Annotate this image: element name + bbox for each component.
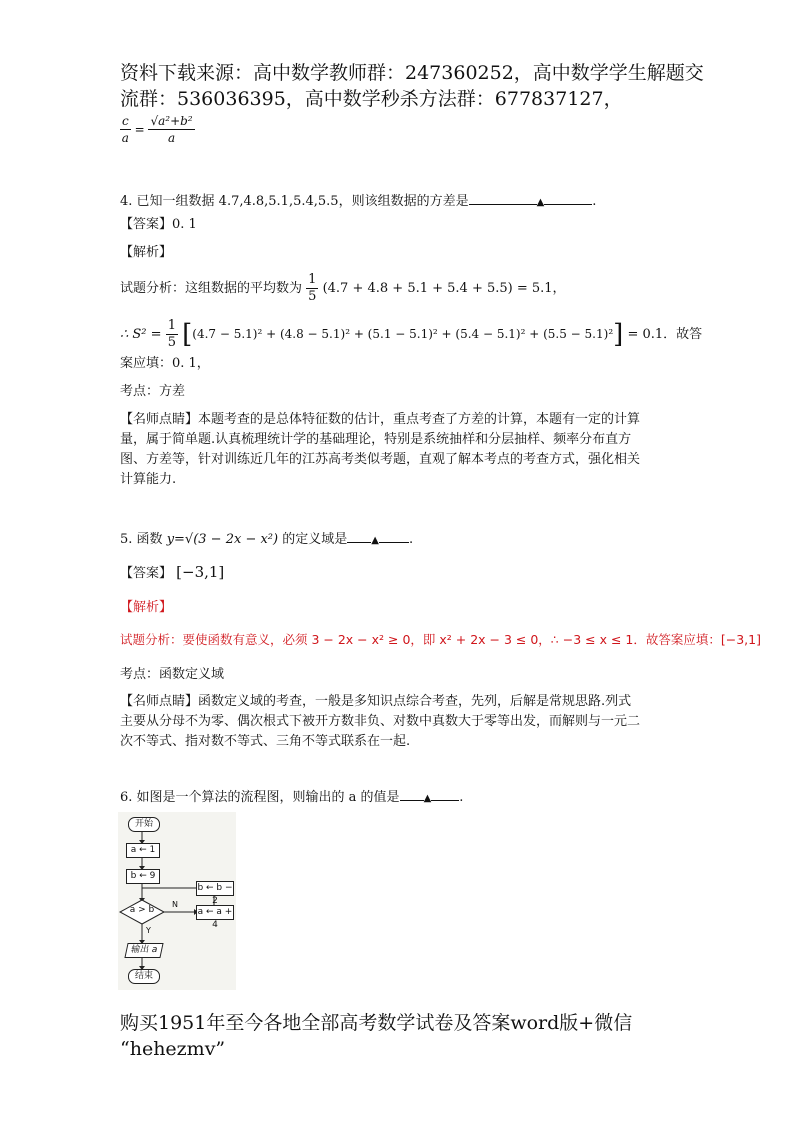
footer-line-2: “hehezmv”: [120, 1038, 226, 1060]
q4-fill: 案应填：0. 1，: [120, 356, 210, 371]
flow-output: 输出 a: [124, 943, 163, 958]
frac-root-over-a: $\frac{\text{√a²+b²}}{a}$: [150, 114, 193, 145]
q5-comment: 【名师点睛】函数定义域的考查，一般是多知识点综合考查，先列，后解是常规思路.列式 主要从分母不为零、偶次根式下被开方数非负、对数中真数大于零等出发，而解则与一元二 次不等式、指对数不等式、三角不等式联系在一起.: [120, 694, 641, 749]
flow-init-b: b ← 9: [126, 869, 160, 884]
flow-end: 结束: [128, 969, 160, 984]
footer-line-1: 购买1951年至今各地全部高考数学试卷及答案word版+微信: [120, 1012, 633, 1034]
answer-blank: [347, 528, 371, 543]
q4-question: 4. 已知一组数据 4.7,4.8,5.1,5.4,5.5，则该组数据的方差是 ▲ .: [120, 190, 780, 213]
q4-mean-line: 试题分析：这组数据的平均数为 $\frac{1}{5}$ (4.7 + 4.8 + 5.1 + 5.4 + 5.5) = 5.1，: [120, 272, 566, 304]
q5-answer: 【答案】 [−3,1]: [120, 563, 225, 581]
answer-blank: [469, 190, 537, 205]
answer-blank: [544, 190, 592, 205]
blank-triangle-icon: ▲: [423, 793, 432, 804]
flow-update-a: a ← a + 4: [197, 907, 233, 930]
flow-start: 开始: [128, 817, 160, 832]
q6-question: 6. 如图是一个算法的流程图，则输出的 a 的值是 ▲ .: [120, 786, 780, 809]
q4-answer: 【答案】0. 1: [120, 217, 197, 232]
header-line-2: 流群：536036395，高中数学秒杀方法群：677837127，: [120, 88, 623, 110]
blank-triangle-icon: ▲: [536, 197, 545, 208]
answer-blank: [379, 528, 409, 543]
flowchart: [118, 812, 236, 990]
frac-one-fifth: $\frac{1}{5}$: [308, 272, 317, 304]
q4-variance-line: ∴ S² = $\frac{1}{5}$ [(4.7 − 5.1)² + (4.8 − 5.1)² + (5.1 − 5.1)² + (5.4 − 5.1)² + (5.5 − 5.1)²] = 0.1．故答: [120, 318, 703, 350]
formula-top: $\frac{c}{a}$ = $\frac{\text{√a²+b²}}{a}$: [121, 114, 193, 145]
q4-analysis-label: 【解析】: [120, 245, 173, 260]
answer-blank: [400, 786, 424, 801]
q5-function: y=√(3 − 2x − x²): [166, 532, 279, 547]
blank-triangle-icon: ▲: [371, 535, 379, 546]
q4-comment: 【名师点睛】本题考查的是总体特征数的估计，重点考查了方差的计算，本题有一定的计算 量，属于简单题.认真梳理统计学的基础理论，特别是系统抽样和分层抽样、频率分布直方 图、方差等，针对训练近几年的江苏高考类似考题，直观了解本考点的考查方式，强化相关 计算能力.: [120, 412, 641, 487]
answer-blank: [431, 786, 459, 801]
q5-analysis-text: 试题分析：要使函数有意义，必须 3 − 2x − x² ≥ 0，即 x² + 2x − 3 ≤ 0，∴ −3 ≤ x ≤ 1．故答案应填：[−3,1]: [120, 632, 761, 647]
q5-question: 5. 函数 y=√(3 − 2x − x²) 的定义域是 ▲ .: [120, 528, 780, 551]
q5-kaodian: 考点：函数定义域: [120, 667, 225, 682]
q4-kaodian: 考点：方差: [120, 384, 186, 399]
header-line-1: 资料下载来源：高中数学教师群：247360252，高中数学学生解题交: [120, 62, 704, 84]
frac-one-fifth: $\frac{1}{5}$: [167, 318, 176, 350]
flow-update-b: b ← b − 2: [197, 883, 233, 906]
q5-analysis-label: 【解析】: [120, 600, 173, 615]
flow-yes-label: Y: [146, 926, 151, 935]
frac-c-over-a: $\frac{c}{a}$: [121, 114, 129, 145]
flow-init-a: a ← 1: [126, 843, 160, 858]
flow-no-label: N: [172, 900, 178, 909]
flow-condition: a > b: [129, 905, 155, 915]
